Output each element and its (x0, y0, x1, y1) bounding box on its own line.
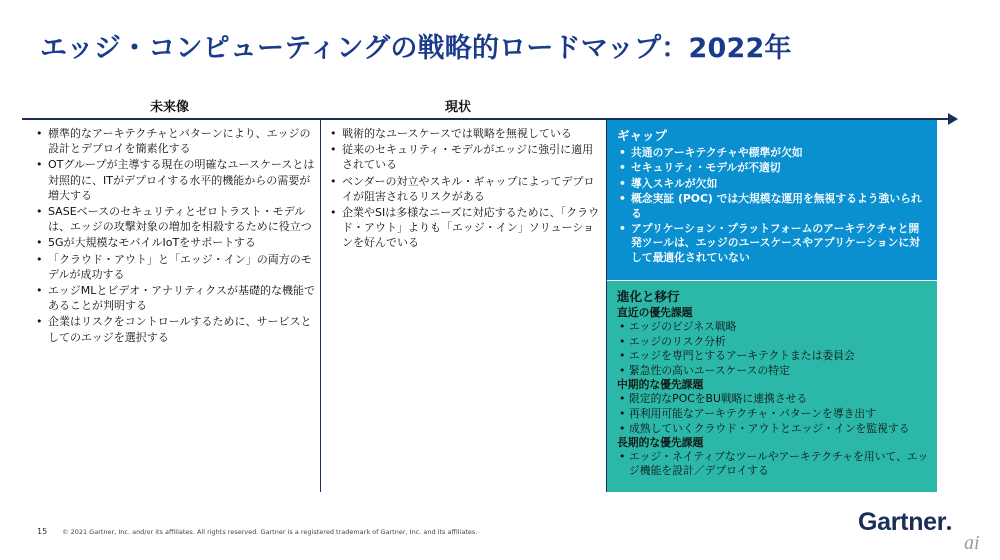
timeline-arrow-icon (948, 113, 958, 125)
near-term-list (617, 320, 929, 377)
copyright-notice: © 2021 Gartner, Inc. and/or its affiliates. All rights reserved. Gartner is a registered trademark of Gartner, Inc. and its affiliates. (62, 528, 478, 536)
list-item: • OTグループが主導する現在の明確なユースケースとは対照的に、ITがデプロイする水平的機能からの需要が増大する (34, 157, 316, 203)
near-term-heading: 直近の優先課題 (617, 306, 693, 319)
logo-text: Gartner (858, 508, 947, 536)
list-item: • ベンダーの対立やスキル・ギャップによってデプロイが阻害されるリスクがある (328, 174, 600, 204)
current-header: 現状 (445, 100, 472, 115)
future-header: 未来像 (150, 100, 190, 115)
future-list (34, 126, 316, 345)
watermark-logo: ai (964, 532, 980, 554)
logo-dot-icon (947, 526, 951, 530)
mid-term-list (617, 392, 929, 435)
long-term-list (617, 450, 929, 477)
list-item: • 導入スキルが欠如 (617, 177, 929, 191)
evolution-title: 進化と移行 (617, 289, 680, 304)
list-item: • 5Gが大規模なモバイルIoTをサポートする (34, 235, 316, 250)
list-item: • 限定的なPOCをBU戦略に連携させる (617, 392, 929, 406)
list-item: • エッジを専門とするアーキテクトまたは委員会 (617, 349, 929, 363)
list-item: • エッジMLとビデオ・アナリティクスが基礎的な機能であることが判明する (34, 283, 316, 313)
list-item: • 標準的なアーキテクチャとパターンにより、エッジの設計とデプロイを簡素化する (34, 126, 316, 156)
list-item: • 「クラウド・アウト」と「エッジ・イン」の両方のモデルが成功する (34, 252, 316, 282)
current-list (328, 126, 600, 251)
gartner-logo (858, 508, 951, 537)
page-number: 15 (37, 527, 48, 536)
list-item: • セキュリティ・モデルが不適切 (617, 161, 929, 175)
list-item: • 従来のセキュリティ・モデルがエッジに強引に適用されている (328, 142, 600, 172)
evolution-box (607, 281, 937, 492)
long-term-heading: 長期的な優先課題 (617, 436, 704, 450)
list-item: • 共通のアーキテクチャや標準が欠如 (617, 146, 929, 160)
list-item: • 企業はリスクをコントロールするために、サービスとしてのエッジを選択する (34, 314, 316, 344)
column-divider (320, 120, 321, 492)
list-item: • エッジ・ネイティブなツールやアーキテクチャを用いて、エッジ機能を設計／デプロイする (617, 450, 929, 477)
list-item: • 再利用可能なアーキテクチャ・パターンを導き出す (617, 407, 929, 421)
list-item: • アプリケーション・プラットフォームのアーキテクチャと開発ツールは、エッジのユースケースやアプリケーションに対して最適化されていない (617, 222, 929, 265)
list-item: • 概念実証 (POC) では大規模な運用を無視するよう強いられる (617, 192, 929, 221)
future-column (34, 126, 316, 346)
list-item: • 緊急性の高いユースケースの特定 (617, 364, 929, 378)
gap-title: ギャップ (617, 128, 668, 143)
mid-term-heading: 中期的な優先課題 (617, 378, 704, 392)
current-column (328, 126, 600, 252)
list-item: • エッジのビジネス戦略 (617, 320, 929, 334)
list-item: • 成熟していくクラウド・アウトとエッジ・インを監視する (617, 422, 929, 436)
gap-list (617, 146, 929, 265)
gap-box (607, 120, 937, 280)
list-item: • 戦術的なユースケースでは戦略を無視している (328, 126, 600, 141)
list-item: • 企業やSIは多様なニーズに対応するために、「クラウド・アウト」よりも「エッジ・イン」ソリューションを好んでいる (328, 205, 600, 251)
list-item: • エッジのリスク分析 (617, 335, 929, 349)
page-title: エッジ・コンピューティングの戦略的ロードマップ：2022年 (40, 33, 792, 64)
list-item: • SASEベースのセキュリティとゼロトラスト・モデルは、エッジの攻撃対象の増加を相殺するために役立つ (34, 204, 316, 234)
